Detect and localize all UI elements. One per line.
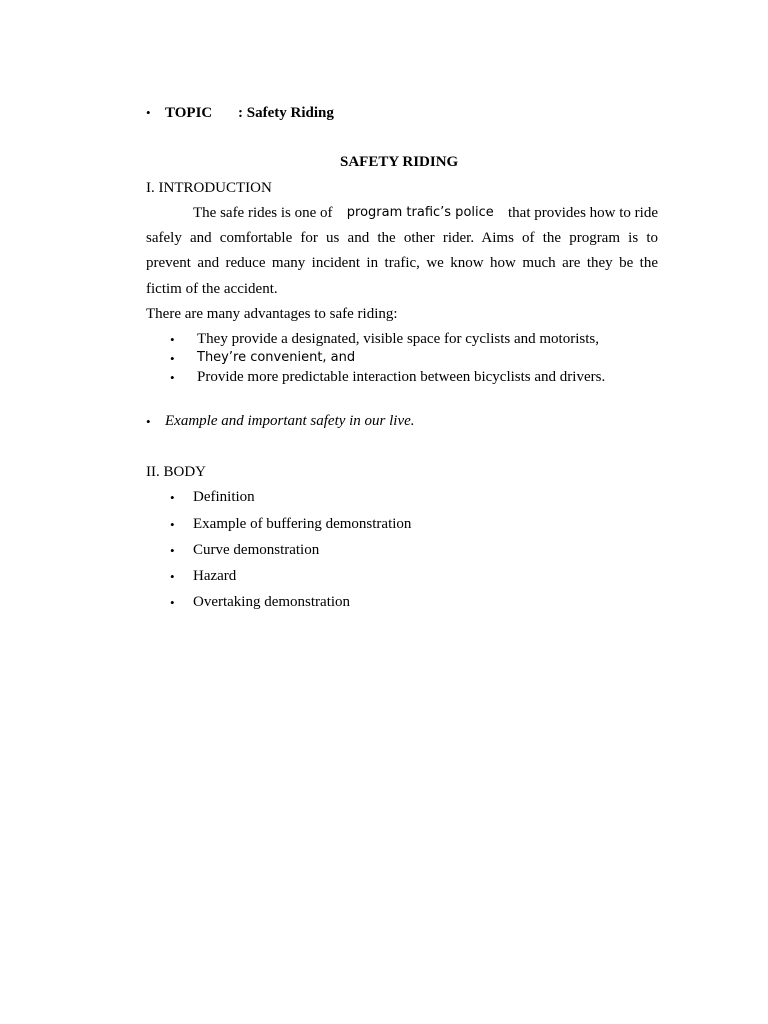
advantage-bullet: •: [170, 370, 175, 385]
example-bullet: •: [146, 414, 151, 429]
body-item: Curve demonstration: [193, 542, 320, 558]
intro-paragraph-line-4: fictim of the accident.: [146, 281, 278, 297]
intro-paragraph-line-1: [193, 204, 658, 222]
advantage-bullet: •: [170, 351, 175, 366]
intro-text-b: program trafic’s police: [346, 205, 494, 220]
advantages-intro: There are many advantages to safe riding:: [146, 306, 398, 322]
intro-text-c: that provides how to ride: [508, 205, 658, 221]
document-title: SAFETY RIDING: [340, 154, 459, 170]
body-bullet: •: [170, 569, 175, 584]
body-bullet: •: [170, 517, 175, 532]
intro-paragraph-line-2: safely and comfortable for us and the other rider. Aims of the program is to: [146, 230, 658, 246]
body-heading: II. BODY: [146, 464, 206, 480]
body-item: Hazard: [193, 568, 237, 584]
introduction-heading: I. INTRODUCTION: [146, 180, 272, 196]
advantage-item: Provide more predictable interaction between bicyclists and drivers.: [197, 369, 606, 385]
advantage-bullet: •: [170, 332, 175, 347]
topic-bullet: •: [146, 105, 151, 120]
body-item: Overtaking demonstration: [193, 594, 351, 610]
advantage-item: They provide a designated, visible space for cyclists and motorists,: [197, 331, 599, 347]
intro-text-a: The safe rides is one of: [193, 205, 333, 221]
body-item: Definition: [193, 489, 255, 505]
body-bullet: •: [170, 595, 175, 610]
advantage-item: They’re convenient, and: [197, 350, 356, 365]
intro-paragraph-line-3: prevent and reduce many incident in trafic, we know how much are they be the: [146, 255, 658, 271]
body-bullet: •: [170, 543, 175, 558]
example-note: Example and important safety in our live.: [165, 413, 415, 429]
body-item: Example of buffering demonstration: [193, 516, 412, 532]
topic-value: : Safety Riding: [238, 105, 334, 121]
body-bullet: •: [170, 490, 175, 505]
topic-label: TOPIC: [165, 105, 213, 121]
